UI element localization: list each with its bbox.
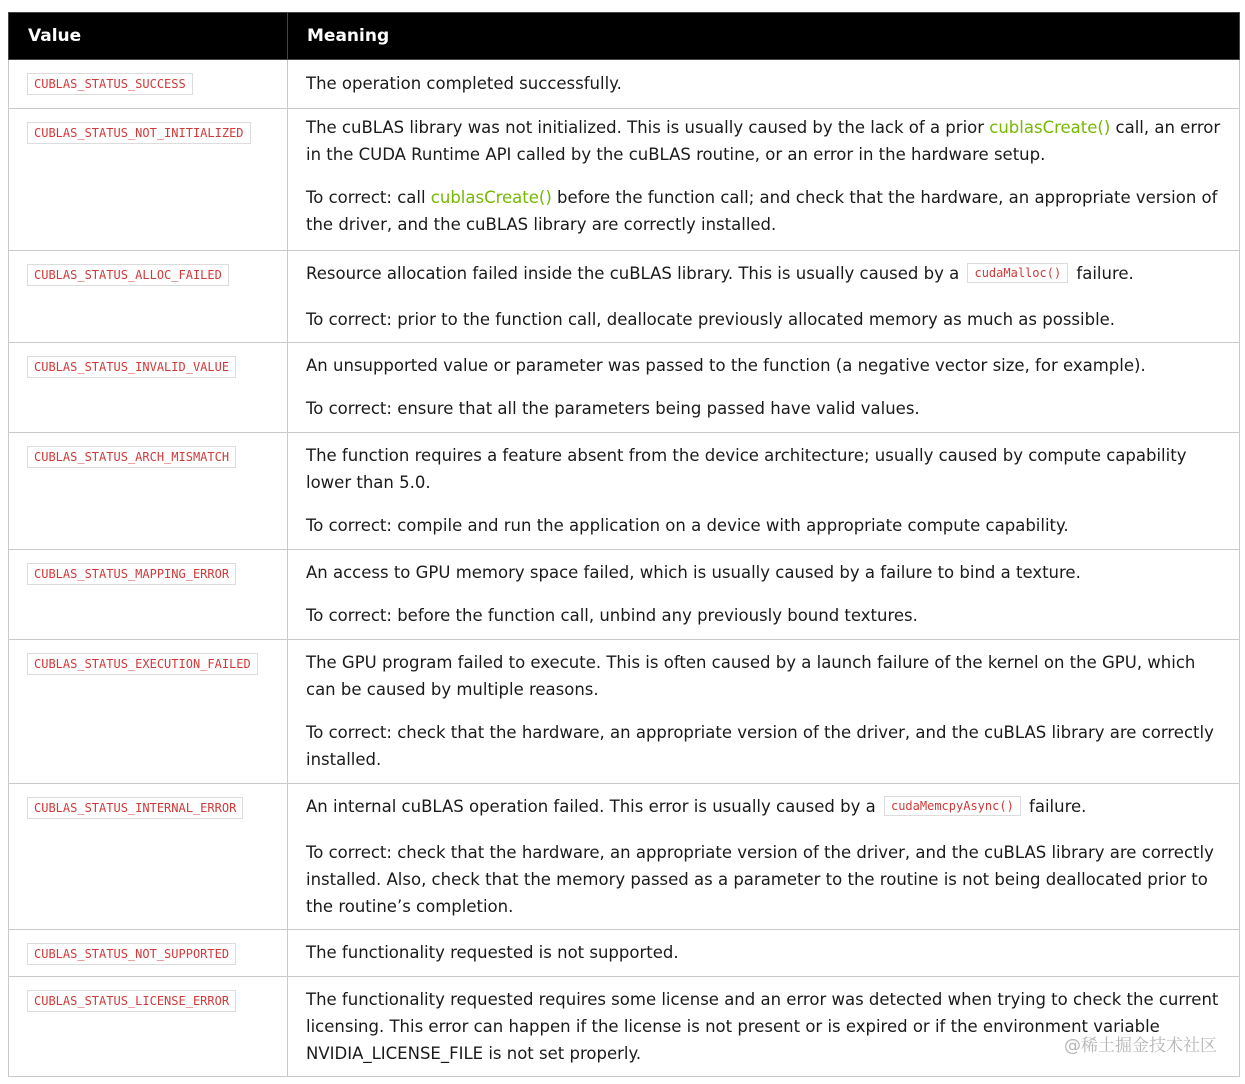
table-row [9,550,1240,640]
table-row [9,343,1240,433]
text: before the function call; and check that the hardware, an appropriate version of the driver, and the cuBLAS library are correctly installed. [306,188,1218,234]
value-cell [9,60,288,109]
header-value: Value [9,13,288,60]
status-code: CUBLAS_STATUS_SUCCESS [27,73,193,95]
text: An unsupported value or parameter was passed to the function (a negative vector size, for example). [306,356,1146,375]
text: failure. [1023,797,1087,816]
text: To correct: compile and run the application on a device with appropriate compute capability. [306,516,1069,535]
status-code: CUBLAS_STATUS_INVALID_VALUE [27,356,236,378]
meaning-paragraph [306,939,1221,966]
meaning-paragraph [306,559,1221,586]
value-cell [9,109,288,251]
meaning-cell [288,60,1240,109]
text: failure. [1071,264,1134,283]
meaning-cell [288,550,1240,640]
inline-code: cudaMemcpyAsync() [884,796,1021,816]
text: To correct: prior to the function call, deallocate previously allocated memory as much as possible. [306,310,1116,329]
header-meaning: Meaning [288,13,1240,60]
meaning-cell [288,640,1240,784]
status-code: CUBLAS_STATUS_NOT_SUPPORTED [27,943,236,965]
value-cell [9,433,288,550]
table-row [9,60,1240,109]
meaning-cell [288,784,1240,930]
meaning-paragraph [306,114,1221,168]
table-row [9,784,1240,930]
text: The GPU program failed to execute. This is often caused by a launch failure of the kernel on the GPU, which can be caused by multiple reasons. [306,653,1196,699]
value-cell [9,977,288,1077]
text: The cuBLAS library was not initialized. This is usually caused by the lack of a prior [306,118,990,137]
value-cell [9,640,288,784]
value-cell [9,550,288,640]
meaning-paragraph [306,184,1221,238]
meaning-paragraph [306,260,1221,287]
table-row [9,433,1240,550]
meaning-paragraph [306,793,1221,820]
meaning-cell [288,433,1240,550]
meaning-paragraph [306,306,1221,333]
meaning-paragraph [306,719,1221,773]
table-row [9,251,1240,343]
status-code: CUBLAS_STATUS_EXECUTION_FAILED [27,653,258,675]
status-code: CUBLAS_STATUS_NOT_INITIALIZED [27,122,251,144]
meaning-paragraph [306,512,1221,539]
table-row [9,640,1240,784]
status-code: CUBLAS_STATUS_INTERNAL_ERROR [27,797,243,819]
status-table [8,12,1240,1077]
meaning-paragraph [306,70,1221,97]
text: To correct: before the function call, unbind any previously bound textures. [306,606,918,625]
table-row [9,977,1240,1077]
value-cell [9,784,288,930]
text: To correct: check that the hardware, an appropriate version of the driver, and the cuBLAS library are correctly installed. Also, check that the memory passed as a parameter to the routine is not being deallocated prior to the routine’s completion. [306,843,1214,916]
text: The functionality requested is not supported. [306,943,679,962]
text: An internal cuBLAS operation failed. This error is usually caused by a [306,797,881,816]
meaning-cell [288,930,1240,977]
text: The functionality requested requires some license and an error was detected when trying to check the current licensing. This error can happen if the license is not present or is expired or if the environment variable NVIDIA_LICENSE_FILE is not set properly. [306,990,1219,1063]
status-code: CUBLAS_STATUS_ARCH_MISMATCH [27,446,236,468]
value-cell [9,251,288,343]
text: To correct: ensure that all the parameters being passed have valid values. [306,399,920,418]
inline-code: cudaMalloc() [967,263,1068,283]
text: call, an error in the CUDA Runtime API called by the cuBLAS routine, or an error in the hardware setup. [306,118,1221,164]
text: Resource allocation failed inside the cuBLAS library. This is usually caused by a [306,264,965,283]
meaning-cell [288,251,1240,343]
status-code: CUBLAS_STATUS_LICENSE_ERROR [27,990,236,1012]
value-cell [9,343,288,433]
table-row [9,109,1240,251]
meaning-paragraph [306,442,1221,496]
meaning-paragraph [306,839,1221,920]
table-header-row [9,13,1240,60]
status-code: CUBLAS_STATUS_MAPPING_ERROR [27,563,236,585]
table-row [9,930,1240,977]
value-cell [9,930,288,977]
status-code: CUBLAS_STATUS_ALLOC_FAILED [27,264,229,286]
meaning-paragraph [306,395,1221,422]
text: To correct: call [306,188,431,207]
meaning-cell [288,109,1240,251]
text: To correct: check that the hardware, an appropriate version of the driver, and the cuBLAS library are correctly installed. [306,723,1214,769]
cublas-create-link[interactable]: cublasCreate() [989,118,1111,137]
meaning-paragraph [306,602,1221,629]
cublas-create-link[interactable]: cublasCreate() [430,188,552,207]
watermark: @稀土掘金技术社区 [1064,1036,1217,1056]
meaning-paragraph [306,352,1221,379]
meaning-cell [288,977,1240,1077]
meaning-paragraph [306,649,1221,703]
text: An access to GPU memory space failed, which is usually caused by a failure to bind a texture. [306,563,1081,582]
text: The function requires a feature absent from the device architecture; usually caused by compute capability lower than 5.0. [306,446,1187,492]
meaning-cell [288,343,1240,433]
text: The operation completed successfully. [306,74,622,93]
